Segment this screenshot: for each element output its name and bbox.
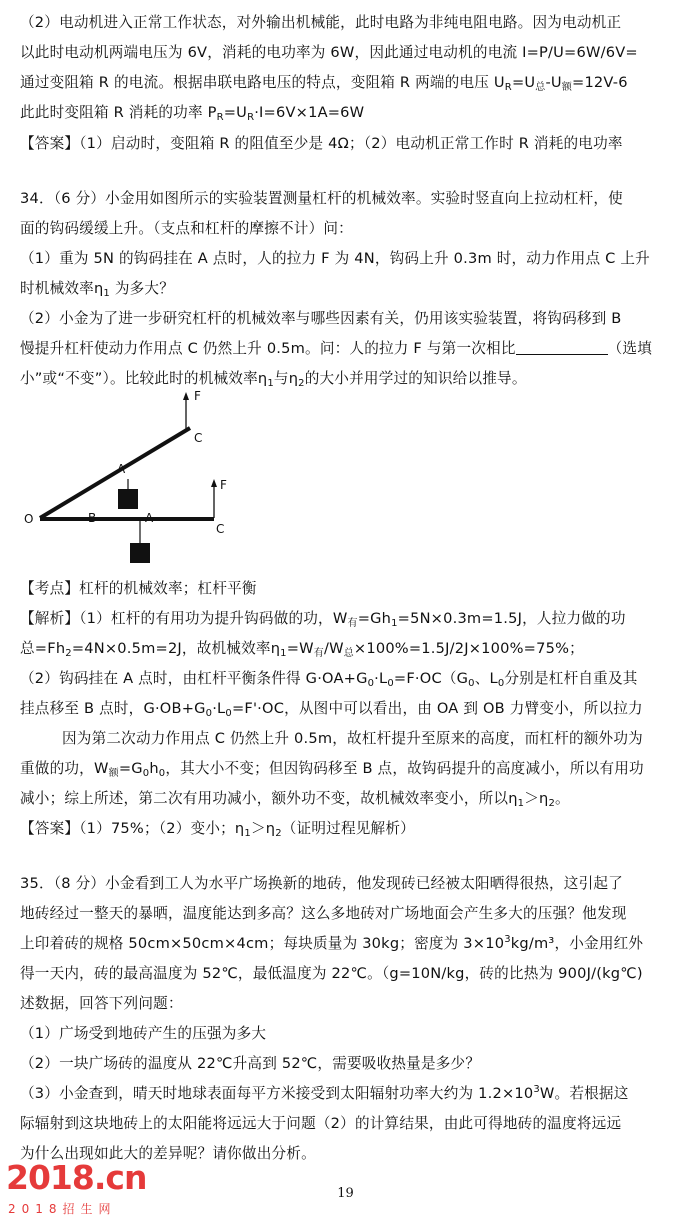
text-line: 际辐射到这块地砖上的太阳能将远远大于问题（2）的计算结果，由此可得地砖的温度将远远: [20, 1115, 622, 1132]
question-34-title: 34．（6 分）小金用如图所示的实验装置测量杠杆的机械效率。实验时竖直向上拉动杠杆，使: [20, 190, 623, 207]
text-line: 得一天内，砖的最高温度为 52℃，最低温度为 22℃。（g=10N/kg，砖的比热为 900J/(kg℃): [20, 965, 643, 982]
question-35-title: 35．（8 分）小金看到工人为水平广场换新的地砖，他发现砖已经被太阳晒得很热，这引起了: [20, 875, 623, 892]
text-line: 小”或“不变”）。比较此时的机械效率$\eta_1$与$\eta_2$的大小并用学过的知识给以推导。: [20, 370, 527, 389]
label-O: O: [24, 512, 34, 526]
text-line: 地砖经过一整天的暴晒，温度能达到多高？这么多地砖对广场地面会产生多大的压强？他发现: [20, 905, 627, 922]
label-F-top: F: [194, 390, 201, 403]
upper-force-arrowhead: [183, 392, 189, 400]
text-line: 为什么出现如此大的差异呢？请你做出分析。: [20, 1145, 316, 1162]
label-A-lower: A: [145, 511, 154, 525]
page-number: 19: [337, 1186, 354, 1201]
label-A-upper: A: [117, 462, 126, 476]
text-line: 总$=Fh_2=4N\times 0.5m=2J$，故机械效率$\eta_1=W_有/W_总\times 100\%=1.5J/2J\times 100\%=75\%$；: [20, 640, 584, 659]
answer-line: 【答案】（1）75%；（2）变小；$\eta_1>\eta_2$（证明过程见解析）: [20, 820, 415, 839]
logo-sub-text: 2018招生网: [8, 1202, 117, 1216]
text-line: 重做的功，$W_额=G_0h_0$，其大小不变；但因钩码移至 B 点，故钩码提升的高度减小，所以有用功: [20, 760, 644, 779]
text-line: （3）小金查到，晴天时地球表面每平方米接受到太阳辐射功率大约为 $1.2\times 10^3W$。若根据这: [20, 1084, 629, 1102]
label-B: B: [88, 511, 97, 525]
lower-force-arrowhead: [211, 479, 217, 487]
text-line: 减小；综上所述，第二次有用功减小，额外功不变，故机械效率变小，所以$\eta_1>\eta_2$。: [20, 790, 570, 809]
answer-line: 【答案】（1）启动时，变阻箱 R 的阻值至少是 4Ω；（2）电动机正常工作时 R 消耗的电功率: [20, 135, 623, 152]
lower-weight: [130, 543, 150, 563]
text-line: 挂点移至 B 点时，$G\cdot OB+G_0\cdot L_0=F'\cdot OC$，从图中可以看出，由 OA 到 OB 力臂变小，所以拉力: [20, 700, 643, 719]
text-line: 通过变阻箱 R 的电流。根据串联电路电压的特点，变阻箱 R 两端的电压 $U_R=U_总-U_额=12V-6$: [20, 74, 628, 93]
label-C-right: C: [216, 522, 225, 536]
logo-main-text: 2018.cn: [6, 1158, 147, 1197]
text-line: 此此时变阻箱 R 消耗的功率 $P_R=U_R\cdot I=6V\times 1A=6W$: [20, 104, 365, 123]
text-line: 慢提升杠杆使动力作用点 C 仍然上升 0.5m。问：人的拉力 F 与第一次相比 （选填: [20, 340, 653, 357]
text-line: （2）小金为了进一步研究杠杆的机械效率与哪些因素有关，仍用该实验装置，将钩码移到 B: [20, 310, 622, 327]
upper-lever-bar: [40, 428, 190, 518]
lever-diagram: [18, 390, 238, 575]
text-line: 面的钩码缓缓上升。（支点和杠杆的摩擦不计）问：: [20, 220, 353, 237]
text-line: 【解析】（1）杠杆的有用功为提升钩码做的功，$W_有=Gh_1=5N\times 0.3m=1.5J$，人拉力做的功: [20, 610, 626, 629]
text-line: （2）一块广场砖的温度从 22℃升高到 52℃，需要吸收热量是多少？: [20, 1055, 481, 1072]
text-line: （1）广场受到地砖产生的压强为多大: [20, 1025, 267, 1042]
text-line: 时机械效率$\eta_1$ 为多大？: [20, 280, 175, 299]
text-line: 上印着砖的规格 50cm×50cm×4cm；每块质量为 30kg；密度为 $3\times 10^3kg/m^3$，小金用红外: [20, 934, 644, 952]
answer-blank: [516, 340, 608, 355]
label-F-right: F: [220, 478, 227, 492]
text-line: 述数据，回答下列问题：: [20, 995, 183, 1012]
text-line: （2）电动机进入正常工作状态，对外输出机械能，此时电路为非纯电阻电路。因为电动机正: [20, 14, 622, 31]
label-C-top: C: [194, 431, 203, 445]
upper-weight: [118, 489, 138, 509]
text-line: 以此时电动机两端电压为 6V，消耗的电功率为 6W，因此通过电动机的电流 I=P/U=6W/6V=: [20, 44, 638, 61]
text-line: 因为第二次动力作用点 C 仍然上升 0.5m，故杠杆提升至原来的高度，而杠杆的额外功为: [62, 730, 643, 747]
text-line: （2）钩码挂在 A 点时，由杠杆平衡条件得 $G\cdot OA+G_0\cdot L_0=F\cdot OC(G_0$、$L_0$分别是杠杆自重及其: [20, 670, 638, 689]
text-line: （1）重为 5N 的钩码挂在 A 点时，人的拉力 F 为 4N，钩码上升 0.3m 时，动力作用点 C 上升: [20, 250, 650, 267]
kaodian-line: 【考点】杠杆的机械效率；杠杆平衡: [20, 580, 257, 597]
